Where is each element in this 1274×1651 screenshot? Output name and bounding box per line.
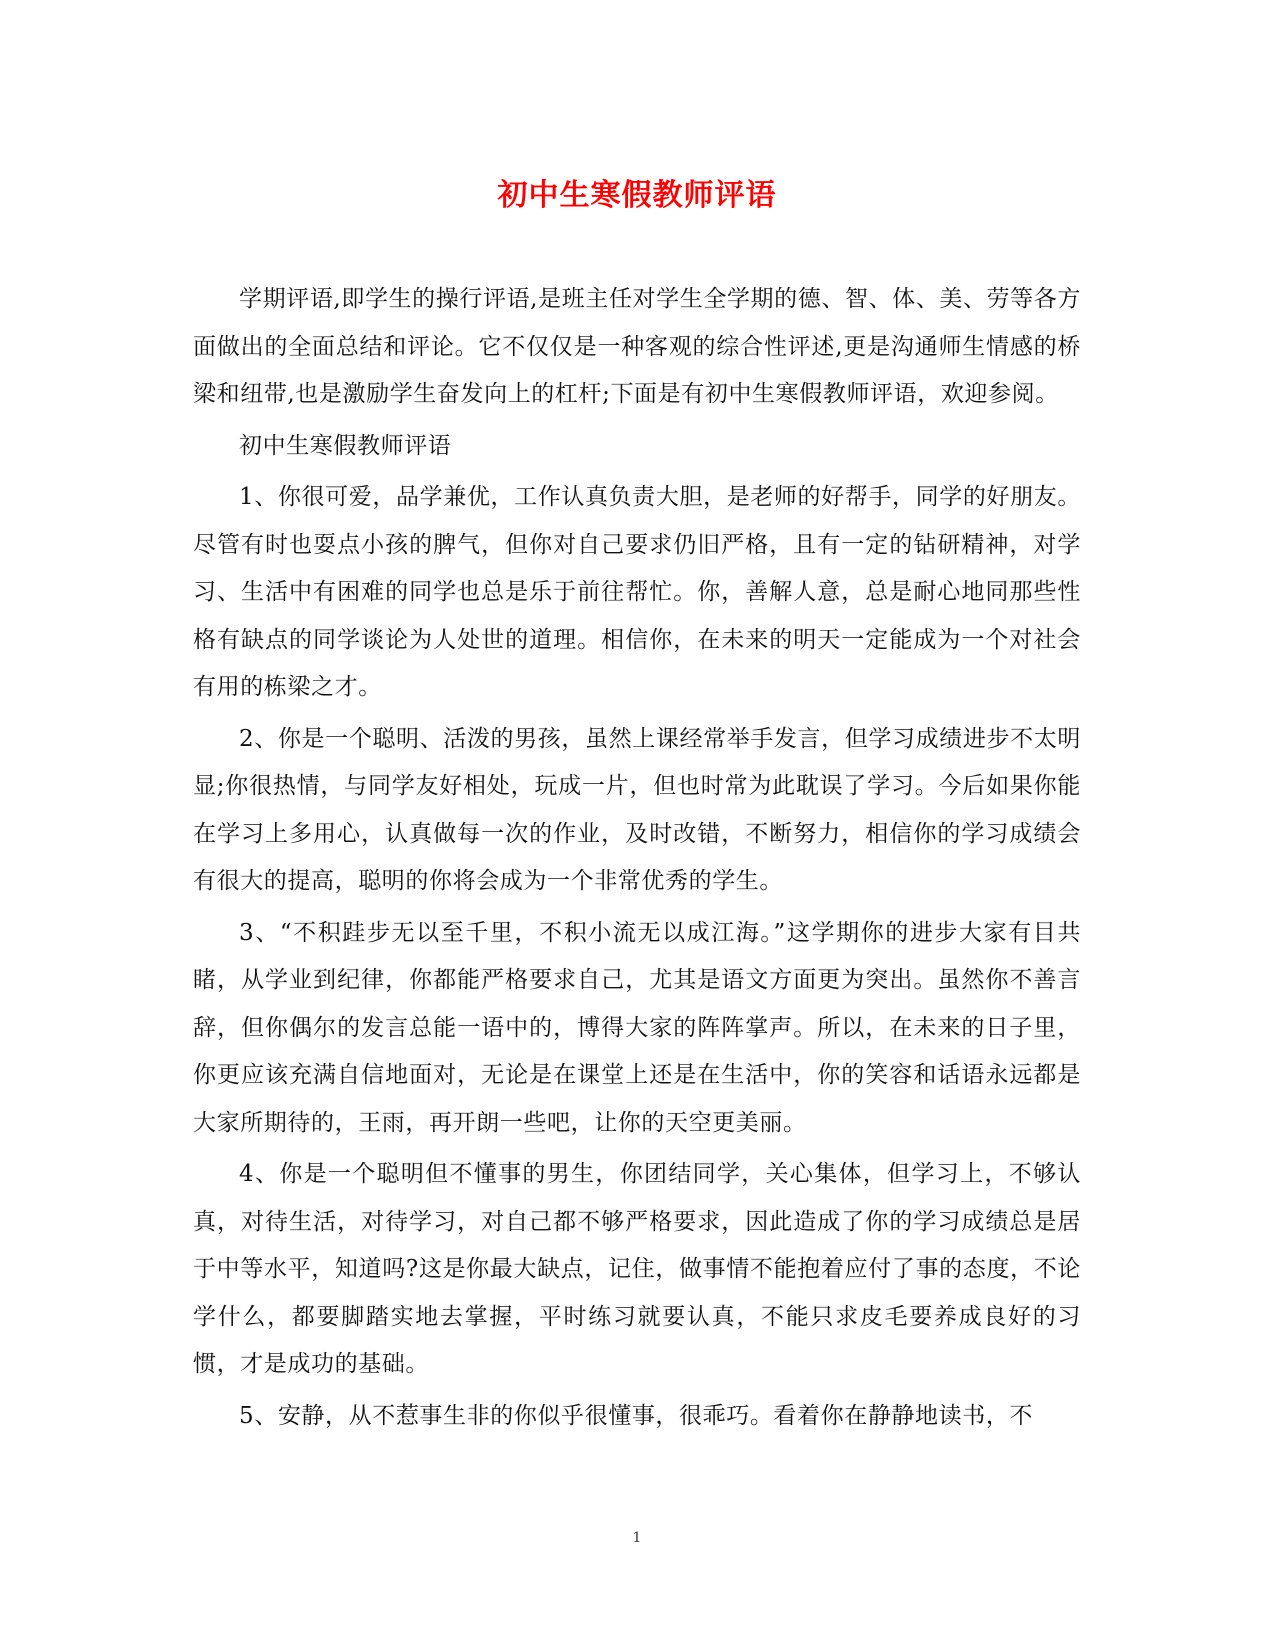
comment-paragraph-2: 2、你是一个聪明、活泼的男孩，虽然上课经常举手发言，但学习成绩进步不太明显;你很热情，与同学友好相处，玩成一片，但也时常为此耽误了学习。今后如果你能在学习上多用心，认真做每一次的作业，及时改错，不断努力，相信你的学习成绩会有很大的提高，聪明的你将会成为一个非常优秀的学生。 [193, 725, 1081, 894]
comment-paragraph-3: 3、“不积跬步无以至千里，不积小流无以成江海。”这学期你的进步大家有目共睹，从学业到纪律，你都能严格要求自己，尤其是语文方面更为突出。虽然你不善言辞，但你偶尔的发言总能一语中的，博得大家的阵阵掌声。所以，在未来的日子里，你更应该充满自信地面对，无论是在课堂上还是在生活中，你的笑容和话语永远都是大家所期待的，王雨，再开朗一些吧，让你的天空更美丽。 [193, 919, 1081, 1136]
comment-paragraph-5: 5、安静，从不惹事生非的你似乎很懂事，很乖巧。看着你在静静地读书，不 [239, 1402, 1034, 1429]
comment-paragraph-1: 1、你很可爱，品学兼优，工作认真负责大胆，是老师的好帮手，同学的好朋友。尽管有时也耍点小孩的脾气，但你对自己要求仍旧严格，且有一定的钻研精神，对学习、生活中有困难的同学也总是乐于前往帮忙。你，善解人意，总是耐心地同那些性格有缺点的同学谈论为人处世的道理。相信你，在未来的明天一定能成为一个对社会有用的栋梁之才。 [193, 484, 1081, 700]
section-heading: 初中生寒假教师评语 [239, 432, 452, 459]
page-number: 1 [632, 1530, 642, 1546]
document-body [193, 276, 1081, 1444]
intro-paragraph: 学期评语,即学生的操行评语,是班主任对学生全学期的德、智、体、美、劳等各方面做出的全面总结和评论。它不仅仅是一种客观的综合性评述,更是沟通师生情感的桥梁和纽带,也是激励学生奋发向上的杠杆;下面是有初中生寒假教师评语，欢迎参阅。 [193, 286, 1081, 407]
comment-paragraph-4: 4、你是一个聪明但不懂事的男生，你团结同学，关心集体，但学习上，不够认真，对待生活，对待学习，对自己都不够严格要求，因此造成了你的学习成绩总是居于中等水平，知道吗?这是你最大缺点，记住，做事情不能抱着应付了事的态度，不论学什么，都要脚踏实地去掌握，平时练习就要认真，不能只求皮毛要养成良好的习惯，才是成功的基础。 [193, 1161, 1081, 1377]
document-title: 初中生寒假教师评语 [497, 178, 777, 213]
